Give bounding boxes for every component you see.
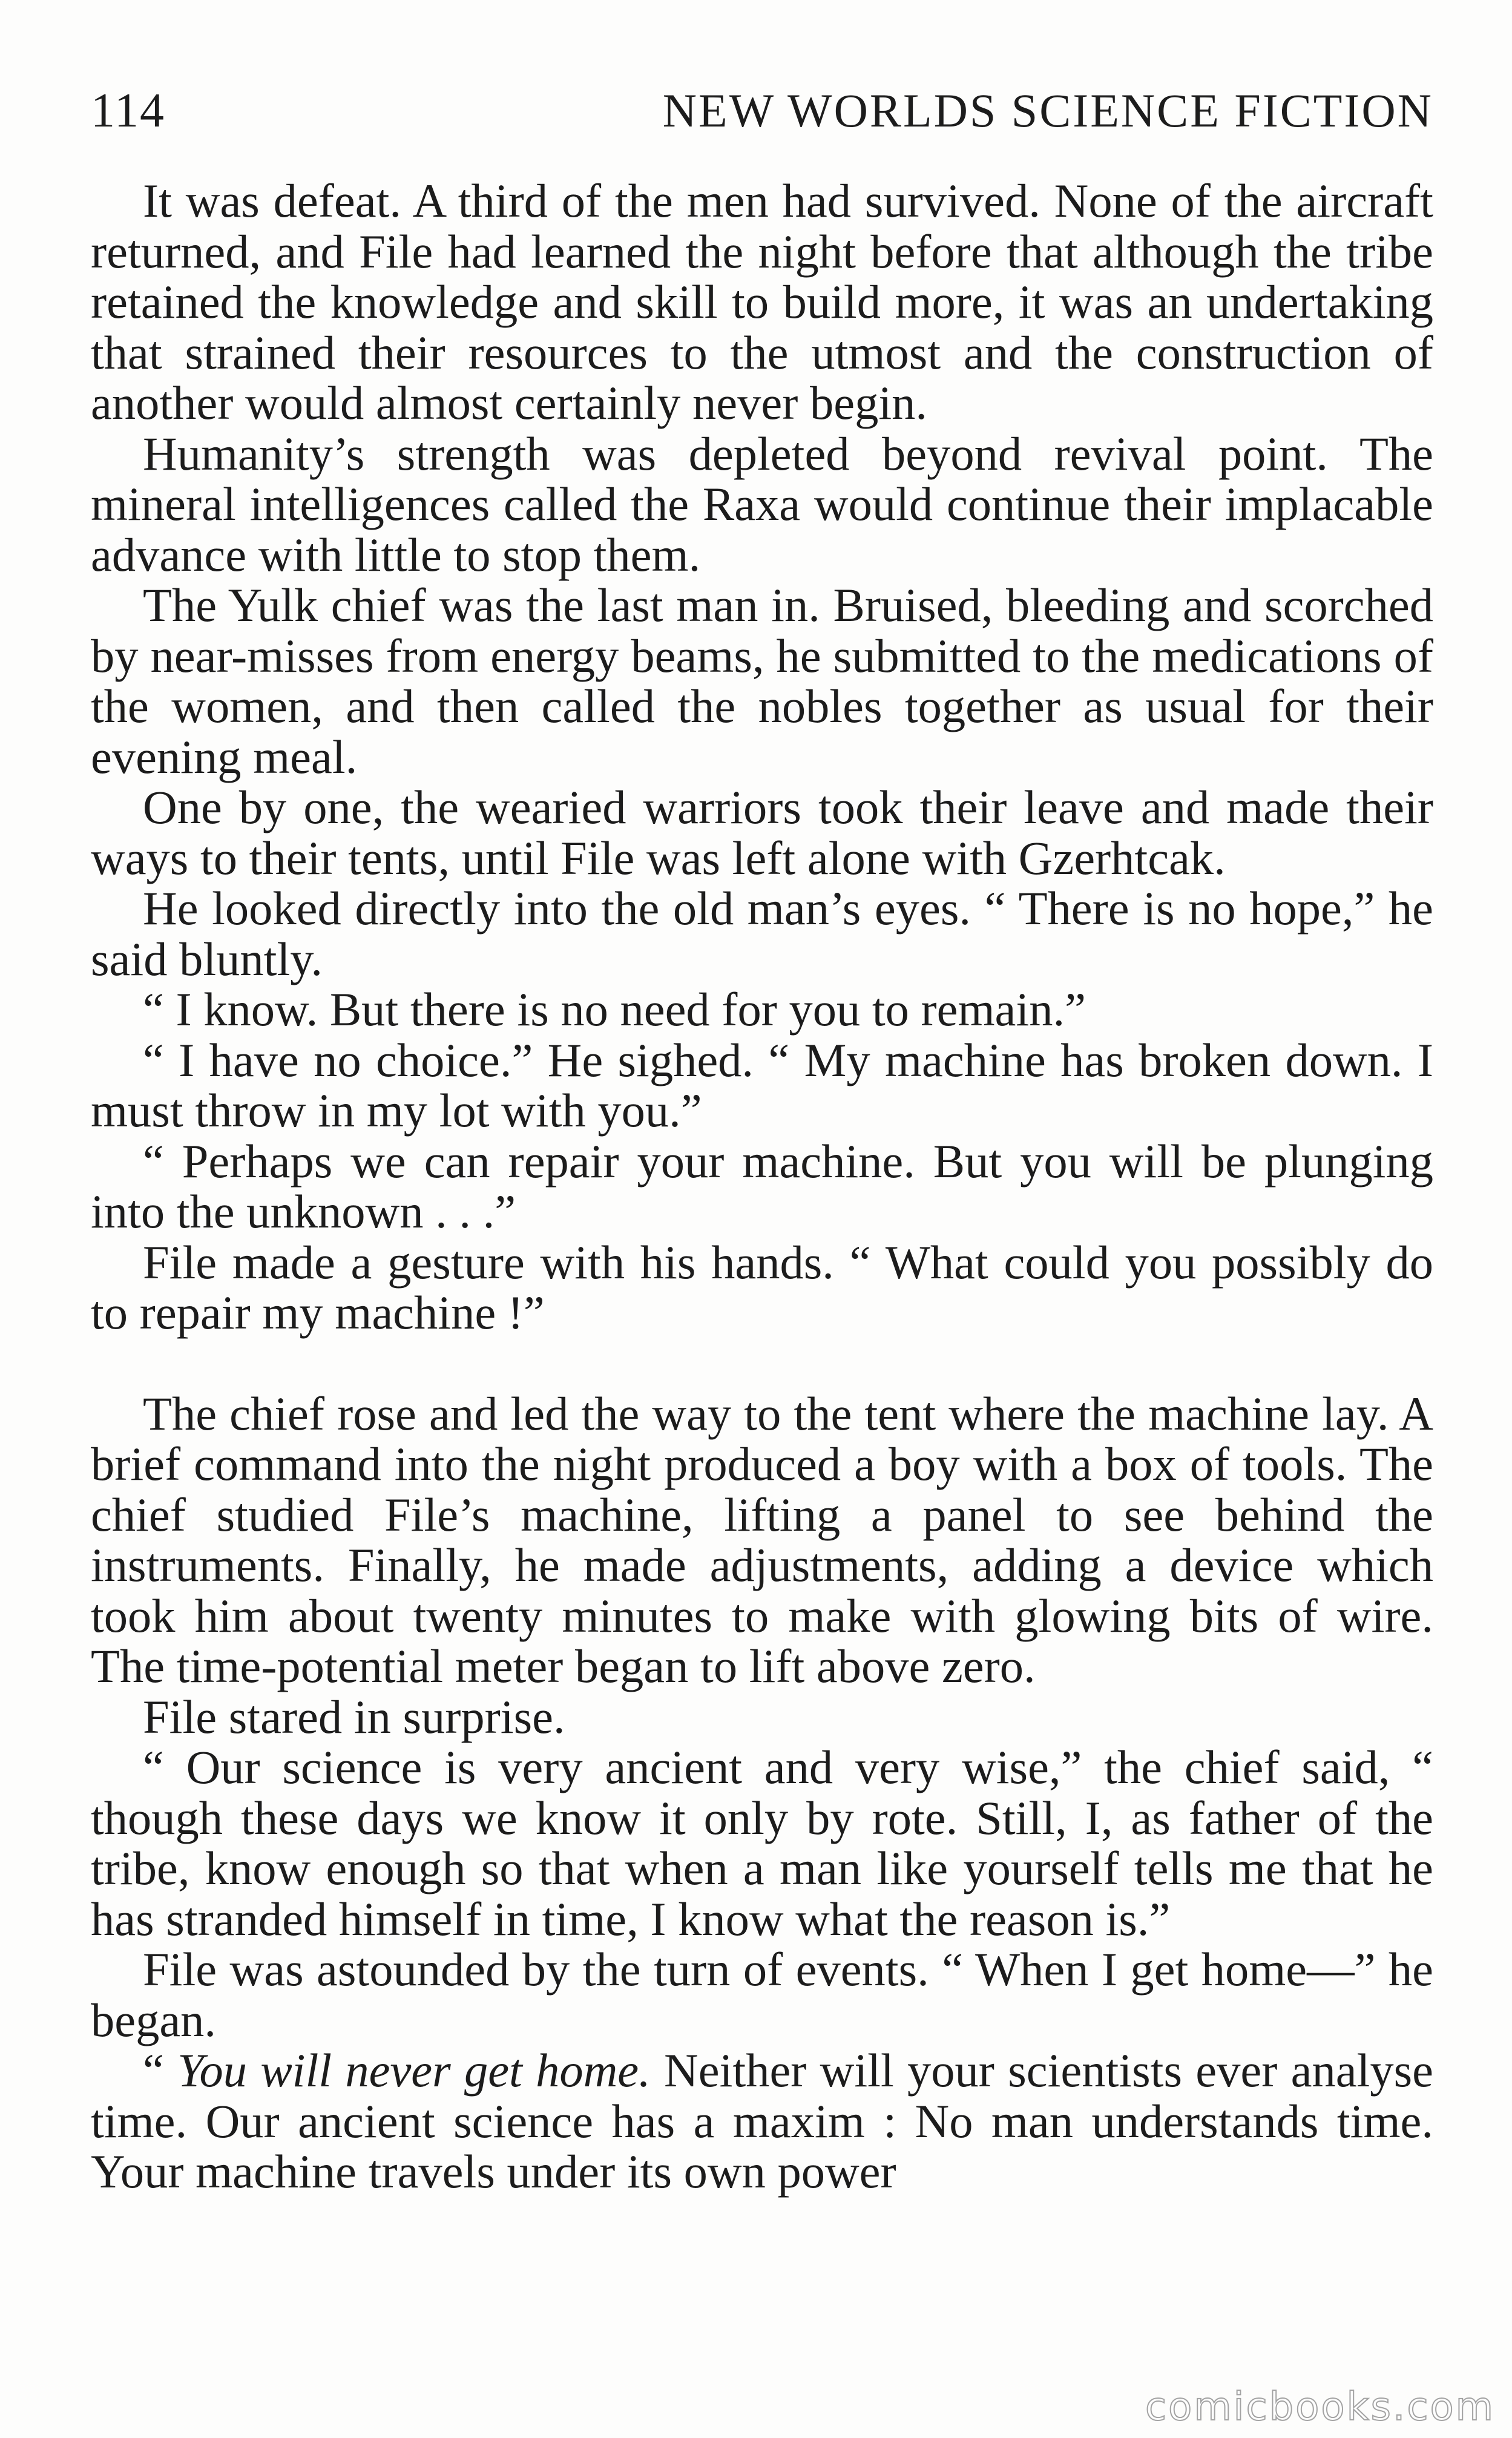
paragraph-gesture: File made a gesture with his hands. “ What could you possibly do to repair my machine !” (91, 1235, 1433, 1339)
paragraph-no-hope: He looked directly into the old man’s eyes. “ There is no hope,” he said bluntly. (91, 882, 1433, 985)
page-number: 114 (91, 84, 166, 137)
paragraph-ancient-science: “ Our science is very ancient and very wise,” the chief said, “ though these days we know it only by rote. Still, I, as father of the tribe, know enough so that when a man like yourself tells me that he has stranded himself in time, I know what the reason is.” (91, 1741, 1433, 1945)
running-head: NEW WORLDS SCIENCE FICTION (662, 84, 1433, 137)
paragraph-defeat: It was defeat. A third of the men had survived. None of the aircraft returned, and File had learned the night before that although the tribe retained the knowledge and skill to build more, it was an undertaking that strained their resources to the utmost and the construction of another would almost certainly never begin. (91, 174, 1433, 429)
site-watermark: comicbooks.com (1145, 2385, 1495, 2430)
paragraph-no-choice: “ I have no choice.” He sighed. “ My machine has broken down. I must throw in my lot with you.” (91, 1033, 1433, 1137)
page-header (91, 84, 1433, 150)
open-quote: “ (143, 2044, 178, 2097)
paragraph-yulk-chief: The Yulk chief was the last man in. Bruised, bleeding and scorched by near-misses from energy beams, he submitted to the medications of the women, and then called the nobles together as usual for their evening meal. (91, 579, 1433, 783)
paragraph-remainder: Neither will your scientists ever analyse time. Our ancient science has a maxim : No man understands time. Your machine travels under its own power (91, 2044, 1434, 2198)
paragraph-humanity: Humanity’s strength was depleted beyond revival point. The mineral intelligences called the Raxa would continue their implacable advance with little to stop them. (91, 427, 1433, 581)
paragraph-i-know: “ I know. But there is no need for you to remain.” (143, 983, 1086, 1036)
italic-phrase: You will never get home. (177, 2044, 651, 2097)
paragraph-astounded: File was astounded by the turn of events. “ When I get home—” he began. (91, 1943, 1433, 2046)
story-text (91, 176, 1433, 2197)
paragraph-one-by-one: One by one, the wearied warriors took their leave and made their ways to their tents, until File was left alone with Gzerhtcak. (91, 781, 1433, 884)
paragraph-file-stared: File stared in surprise. (143, 1690, 565, 1743)
paragraph-chief-rose: The chief rose and led the way to the tent where the machine lay. A brief command into the night produced a boy with a box of tools. The chief studied File’s machine, lifting a panel to see behind the instruments. Finally, he made adjustments, adding a device which took him about twenty minutes to make with glowing bits of wire. The time-potential meter began to lift above zero. (91, 1387, 1433, 1692)
paragraph-perhaps: “ Perhaps we can repair your machine. But you will be plunging into the unknown . . .” (91, 1134, 1433, 1238)
paragraph-never-get-home (91, 2045, 1433, 2197)
